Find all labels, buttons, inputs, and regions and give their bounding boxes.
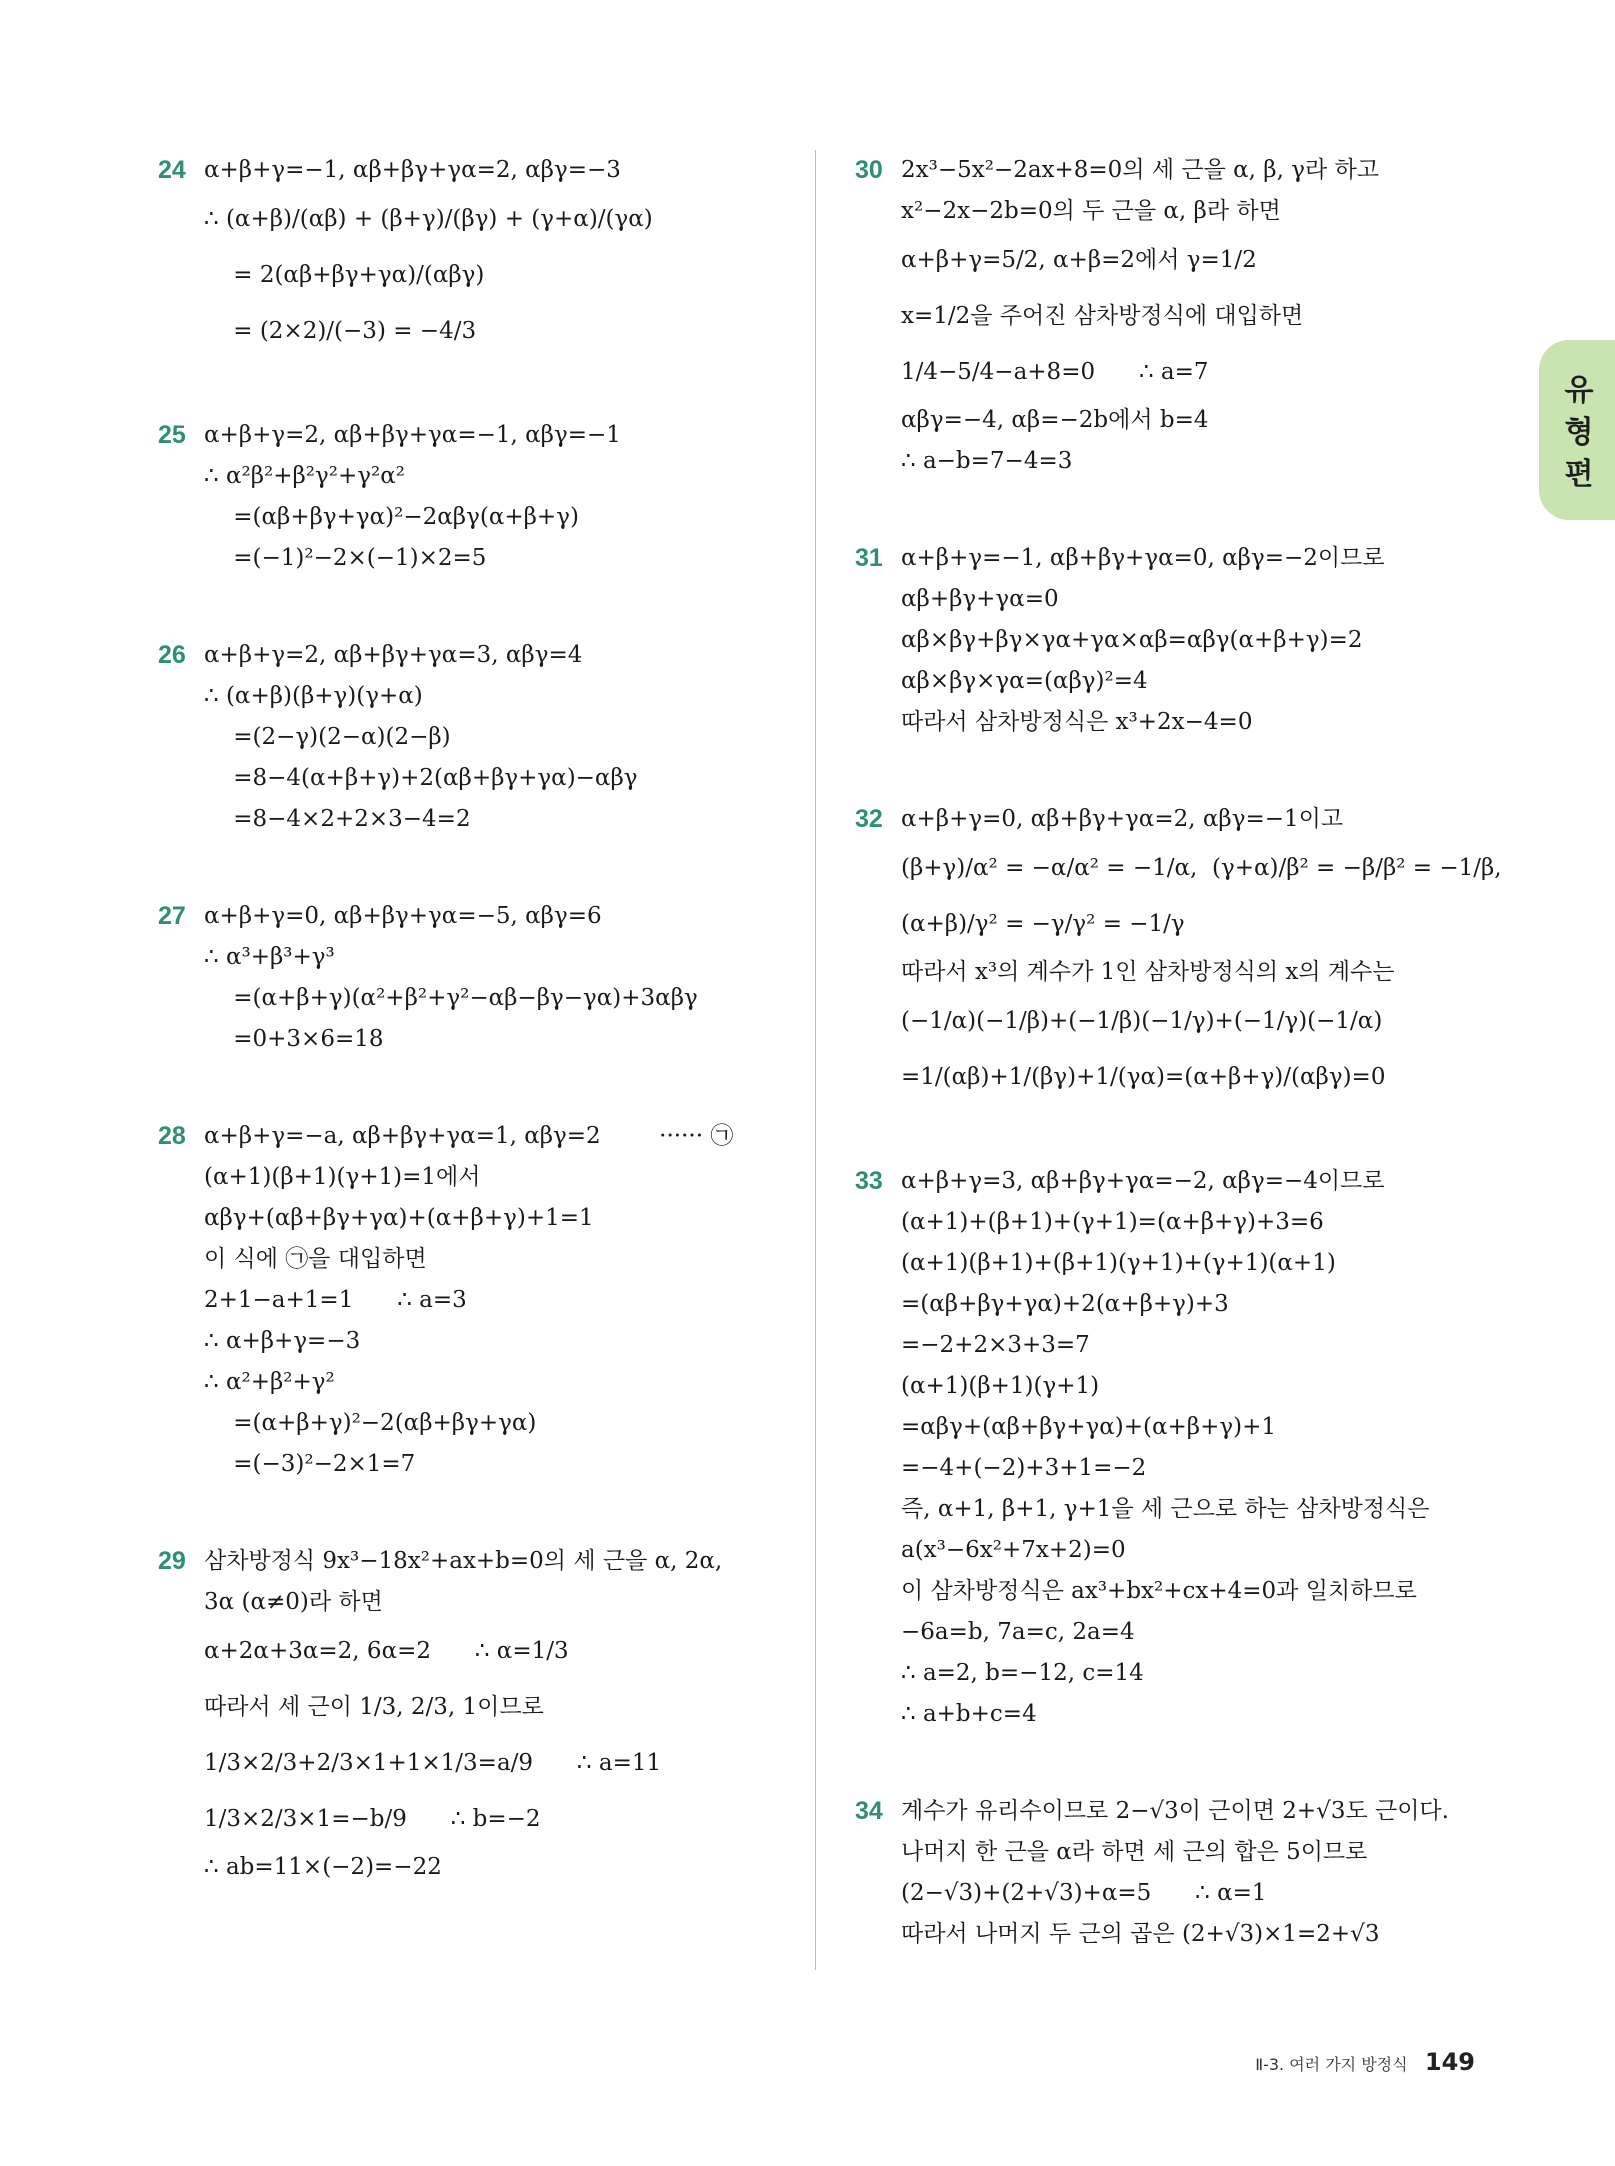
solution-line: ∴ ab=11×(−2)=−22 <box>204 1854 442 1880</box>
solution-line: =(α+β+γ)²−2(αβ+βγ+γα) <box>204 1410 537 1436</box>
solution-line: α+2α+3α=2, 6α=2 ∴ α=1/3 <box>204 1638 569 1664</box>
solution-line: α+β+γ=3, αβ+βγ+γα=−2, αβγ=−4이므로 <box>901 1168 1385 1194</box>
solution-28 <box>158 1116 798 1485</box>
problem-number: 26 <box>158 641 186 669</box>
solution-line: =(αβ+βγ+γα)²−2αβγ(α+β+γ) <box>204 504 579 530</box>
solution-line: x²−2x−2b=0의 두 근을 α, β라 하면 <box>901 198 1281 224</box>
solution-line: (β+γ)/α² = −α/α² = −1/α, (γ+α)/β² = −β/β² = −1/β, <box>901 855 1502 881</box>
solution-31 <box>855 538 1495 743</box>
solution-line: 1/3×2/3+2/3×1+1×1/3=a/9 ∴ a=11 <box>204 1750 662 1776</box>
solution-line: 1/4−5/4−a+8=0 ∴ a=7 <box>901 359 1209 385</box>
solution-line: 1/3×2/3×1=−b/9 ∴ b=−2 <box>204 1806 541 1832</box>
solution-line: 2x³−5x²−2ax+8=0의 세 근을 α, β, γ라 하고 <box>901 157 1379 183</box>
solution-33 <box>855 1161 1495 1735</box>
solution-line: (α+1)(β+1)(γ+1)=1에서 <box>204 1164 481 1190</box>
solution-line: ∴ (α+β)/(αβ) + (β+γ)/(βγ) + (γ+α)/(γα) <box>204 206 653 232</box>
problem-number: 34 <box>855 1797 883 1825</box>
right-column <box>855 150 1502 2011</box>
problem-number: 28 <box>158 1122 186 1150</box>
solution-26 <box>158 635 798 840</box>
solution-line: 따라서 x³의 계수가 1인 삼차방정식의 x의 계수는 <box>901 959 1395 985</box>
solution-line: α+β+γ=−a, αβ+βγ+γα=1, αβγ=2 ······ ㉠ <box>204 1123 734 1149</box>
page-footer <box>1255 2048 1475 2076</box>
solution-line: (−1/α)(−1/β)+(−1/β)(−1/γ)+(−1/γ)(−1/α) <box>901 1008 1383 1034</box>
solution-line: =8−4(α+β+γ)+2(αβ+βγ+γα)−αβγ <box>204 765 638 791</box>
solution-line: ∴ α+β+γ=−3 <box>204 1328 361 1354</box>
problem-number: 33 <box>855 1167 883 1195</box>
solution-line: =(−3)²−2×1=7 <box>204 1451 416 1477</box>
solution-30 <box>855 150 1495 482</box>
solution-line: =0+3×6=18 <box>204 1026 384 1052</box>
solution-line: 따라서 나머지 두 근의 곱은 (2+√3)×1=2+√3 <box>901 1921 1380 1947</box>
solution-line: αβ×βγ+βγ×γα+γα×αβ=αβγ(α+β+γ)=2 <box>901 627 1363 653</box>
solution-line: ∴ (α+β)(β+γ)(γ+α) <box>204 683 423 709</box>
solution-line: 삼차방정식 9x³−18x²+ax+b=0의 세 근을 α, 2α, <box>204 1548 723 1574</box>
solution-line: −6a=b, 7a=c, 2a=4 <box>901 1619 1135 1645</box>
solution-line: αβγ+(αβ+βγ+γα)+(α+β+γ)+1=1 <box>204 1205 594 1231</box>
solution-line: α+β+γ=2, αβ+βγ+γα=−1, αβγ=−1 <box>204 422 621 448</box>
solution-line: =−2+2×3+3=7 <box>901 1332 1090 1358</box>
solution-line: =−4+(−2)+3+1=−2 <box>901 1455 1147 1481</box>
solution-line: (2−√3)+(2+√3)+α=5 ∴ α=1 <box>901 1880 1267 1906</box>
solution-line: 나머지 한 근을 α라 하면 세 근의 합은 5이므로 <box>901 1839 1368 1865</box>
solution-line: 이 삼차방정식은 ax³+bx²+cx+4=0과 일치하므로 <box>901 1578 1417 1604</box>
solution-line: α+β+γ=−1, αβ+βγ+γα=0, αβγ=−2이므로 <box>901 545 1385 571</box>
solution-line: 따라서 세 근이 1/3, 2/3, 1이므로 <box>204 1694 544 1720</box>
problem-number: 24 <box>158 156 186 184</box>
solution-line: =αβγ+(αβ+βγ+γα)+(α+β+γ)+1 <box>901 1414 1276 1440</box>
solution-line: ∴ a=2, b=−12, c=14 <box>901 1660 1144 1686</box>
solution-line: x=1/2을 주어진 삼차방정식에 대입하면 <box>901 303 1304 329</box>
solution-line: =1/(αβ)+1/(βγ)+1/(γα)=(α+β+γ)/(αβγ)=0 <box>901 1064 1386 1090</box>
solution-line: (α+β)/γ² = −γ/γ² = −1/γ <box>901 911 1185 937</box>
solution-line: a(x³−6x²+7x+2)=0 <box>901 1537 1126 1563</box>
solution-line: α+β+γ=0, αβ+βγ+γα=−5, αβγ=6 <box>204 903 602 929</box>
solution-line: 3α (α≠0)라 하면 <box>204 1589 383 1615</box>
left-column <box>158 150 798 1944</box>
solution-line: ∴ α³+β³+γ³ <box>204 944 335 970</box>
problem-number: 31 <box>855 544 883 572</box>
solution-line: =(α+β+γ)(α²+β²+γ²−αβ−βγ−γα)+3αβγ <box>204 985 698 1011</box>
solution-32 <box>855 799 1502 1105</box>
solution-line: =(αβ+βγ+γα)+2(α+β+γ)+3 <box>901 1291 1229 1317</box>
solution-line: =8−4×2+2×3−4=2 <box>204 806 471 832</box>
solution-line: =(−1)²−2×(−1)×2=5 <box>204 545 487 571</box>
solution-34 <box>855 1791 1495 1955</box>
problem-number: 30 <box>855 156 883 184</box>
solution-line: α+β+γ=−1, αβ+βγ+γα=2, αβγ=−3 <box>204 157 621 183</box>
solution-line: αβ+βγ+γα=0 <box>901 586 1059 612</box>
problem-number: 29 <box>158 1547 186 1575</box>
solution-line: 따라서 삼차방정식은 x³+2x−4=0 <box>901 709 1253 735</box>
solution-line: ∴ a−b=7−4=3 <box>901 448 1073 474</box>
problem-number: 27 <box>158 902 186 930</box>
solution-24 <box>158 150 798 359</box>
solution-line: 계수가 유리수이므로 2−√3이 근이면 2+√3도 근이다. <box>901 1798 1449 1824</box>
problem-number: 25 <box>158 421 186 449</box>
section-tab-label: 유형편 <box>1564 373 1594 492</box>
solution-line: α+β+γ=2, αβ+βγ+γα=3, αβγ=4 <box>204 642 583 668</box>
solution-line: 즉, α+1, β+1, γ+1을 세 근으로 하는 삼차방정식은 <box>901 1496 1430 1522</box>
solution-line: ∴ α²β²+β²γ²+γ²α² <box>204 463 405 489</box>
solution-line: (α+1)+(β+1)+(γ+1)=(α+β+γ)+3=6 <box>901 1209 1324 1235</box>
solution-line: ∴ α²+β²+γ² <box>204 1369 335 1395</box>
solution-27 <box>158 896 798 1060</box>
solution-line: αβ×βγ×γα=(αβγ)²=4 <box>901 668 1148 694</box>
solution-25 <box>158 415 798 579</box>
problem-number: 32 <box>855 805 883 833</box>
solution-line: = (2×2)/(−3) = −4/3 <box>204 318 477 344</box>
page-number: 149 <box>1424 2048 1475 2076</box>
solution-29 <box>158 1541 798 1888</box>
solution-line: (α+1)(β+1)+(β+1)(γ+1)+(γ+1)(α+1) <box>901 1250 1336 1276</box>
footer-chapter: Ⅱ-3. 여러 가지 방정식 <box>1255 2055 1408 2074</box>
solution-line: ∴ a+b+c=4 <box>901 1701 1037 1727</box>
solution-line: α+β+γ=5/2, α+β=2에서 γ=1/2 <box>901 247 1257 273</box>
solution-line: αβγ=−4, αβ=−2b에서 b=4 <box>901 407 1209 433</box>
solution-line: α+β+γ=0, αβ+βγ+γα=2, αβγ=−1이고 <box>901 806 1344 832</box>
section-tab <box>1539 340 1615 520</box>
solution-line: = 2(αβ+βγ+γα)/(αβγ) <box>204 262 485 288</box>
solution-line: =(2−γ)(2−α)(2−β) <box>204 724 451 750</box>
solution-line: 이 식에 ㉠을 대입하면 <box>204 1246 427 1272</box>
solution-line: 2+1−a+1=1 ∴ a=3 <box>204 1287 467 1313</box>
solution-line: (α+1)(β+1)(γ+1) <box>901 1373 1100 1399</box>
column-divider <box>815 150 816 1970</box>
